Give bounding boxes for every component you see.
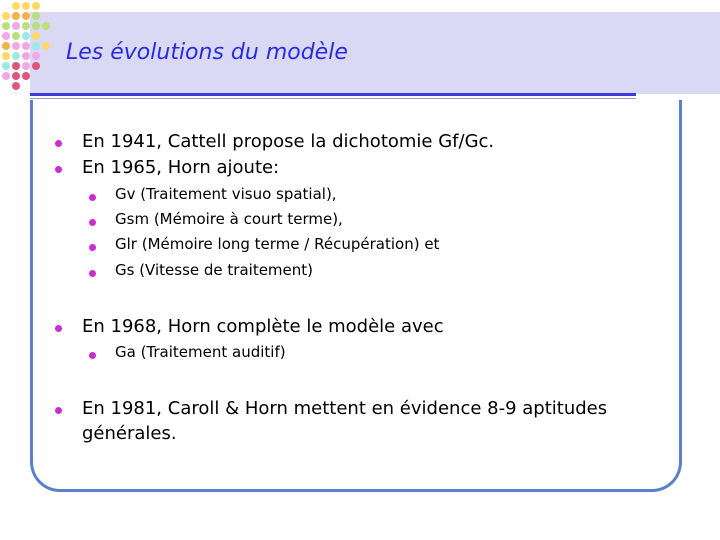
sub-item-gv: Gv (Traitement visuo spatial), bbox=[115, 185, 337, 203]
bullet-item-1965: En 1965, Horn ajoute: bbox=[82, 157, 280, 178]
title-underline-thin bbox=[30, 98, 636, 99]
bullet-item-1981-continued: générales. bbox=[82, 423, 177, 444]
bullet-item-1968: En 1968, Horn complète le modèle avec bbox=[82, 316, 444, 337]
sub-item-gs: Gs (Vitesse de traitement) bbox=[115, 261, 314, 279]
bullet-item-1981: En 1981, Caroll & Horn mettent en évidence 8-9 aptitudes bbox=[82, 398, 608, 419]
sub-bullet-icon bbox=[89, 352, 96, 359]
sub-bullet-icon bbox=[89, 194, 96, 201]
slide-title: Les évolutions du modèle bbox=[66, 40, 348, 65]
sub-item-ga: Ga (Traitement auditif) bbox=[115, 343, 286, 361]
sub-bullet-icon bbox=[89, 219, 96, 226]
sub-bullet-icon bbox=[89, 270, 96, 277]
bullet-icon bbox=[55, 166, 62, 173]
sub-item-gsm: Gsm (Mémoire à court terme), bbox=[115, 210, 343, 228]
sub-item-glr: Glr (Mémoire long terme / Récupération) et bbox=[115, 235, 440, 253]
bullet-icon bbox=[55, 325, 62, 332]
bullet-icon bbox=[55, 140, 62, 147]
title-underline bbox=[30, 93, 636, 96]
bullet-item-1941: En 1941, Cattell propose la dichotomie Gf/Gc. bbox=[82, 131, 495, 152]
bullet-icon bbox=[55, 407, 62, 414]
sub-bullet-icon bbox=[89, 244, 96, 251]
decorative-dot-grid bbox=[0, 0, 60, 90]
